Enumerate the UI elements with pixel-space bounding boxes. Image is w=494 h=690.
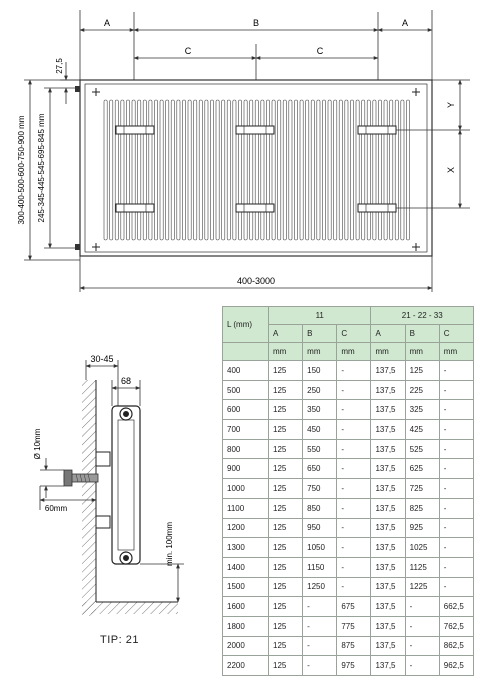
col-header: B: [303, 325, 337, 343]
length-cell: 900: [223, 459, 269, 479]
table-row: [223, 498, 474, 518]
dim-b-label: B: [252, 18, 260, 28]
dimension-table: [222, 306, 474, 676]
table-cell: 125: [269, 400, 303, 420]
table-cell: -: [337, 518, 371, 538]
table-cell: -: [303, 616, 337, 636]
table-cell: 125: [405, 361, 439, 381]
table-cell: 962,5: [439, 656, 473, 676]
length-cell: 600: [223, 400, 269, 420]
table-cell: 125: [269, 380, 303, 400]
table-cell: 125: [269, 577, 303, 597]
unit-cell: mm: [439, 343, 473, 361]
table-cell: 450: [303, 420, 337, 440]
table-cell: -: [337, 380, 371, 400]
dim-30-45-label: 30-45: [90, 354, 114, 364]
table-row: [223, 577, 474, 597]
length-cell: 1600: [223, 597, 269, 617]
table-cell: 125: [269, 361, 303, 381]
table-cell: -: [337, 479, 371, 499]
length-cell: 1800: [223, 616, 269, 636]
table-row: [223, 380, 474, 400]
table-cell: -: [439, 459, 473, 479]
tip-label: TIP: 21: [100, 634, 139, 646]
table-cell: 137,5: [371, 656, 405, 676]
table-cell: -: [337, 459, 371, 479]
table-cell: 137,5: [371, 538, 405, 558]
table-cell: -: [405, 636, 439, 656]
table-cell: 125: [269, 656, 303, 676]
dim-27-5-label: 27,5: [55, 58, 64, 74]
table-cell: -: [303, 597, 337, 617]
table-cell: 137,5: [371, 420, 405, 440]
table-cell: 125: [269, 420, 303, 440]
unit-cell-blank: [223, 343, 269, 361]
table-cell: 950: [303, 518, 337, 538]
table-cell: -: [337, 400, 371, 420]
table-cell: 125: [269, 597, 303, 617]
table-cell: 125: [269, 439, 303, 459]
dim-68-label: 68: [120, 376, 132, 386]
table-row: [223, 361, 474, 381]
table-cell: 625: [405, 459, 439, 479]
table-body: [223, 361, 474, 676]
table-cell: -: [439, 577, 473, 597]
table-row: [223, 518, 474, 538]
table-cell: 875: [337, 636, 371, 656]
table-cell: 1025: [405, 538, 439, 558]
table-cell: 825: [405, 498, 439, 518]
length-cell: 2000: [223, 636, 269, 656]
table-cell: 125: [269, 479, 303, 499]
dim-a-left-label: A: [103, 18, 111, 28]
table-cell: 1225: [405, 577, 439, 597]
table-cell: -: [439, 557, 473, 577]
table-cell: 137,5: [371, 479, 405, 499]
group-21-22-33-header: 21 - 22 - 33: [371, 307, 474, 325]
table-cell: -: [337, 498, 371, 518]
length-cell: 800: [223, 439, 269, 459]
unit-cell: mm: [303, 343, 337, 361]
table-cell: 125: [269, 636, 303, 656]
length-cell: 1400: [223, 557, 269, 577]
length-cell: 700: [223, 420, 269, 440]
table-cell: -: [439, 479, 473, 499]
table-cell: 425: [405, 420, 439, 440]
table-cell: 925: [405, 518, 439, 538]
table-cell: -: [439, 361, 473, 381]
table-row: [223, 439, 474, 459]
table-cell: 125: [269, 498, 303, 518]
table-cell: 137,5: [371, 577, 405, 597]
table-row: [223, 597, 474, 617]
table-cell: 1250: [303, 577, 337, 597]
table-cell: 137,5: [371, 498, 405, 518]
length-cell: 400: [223, 361, 269, 381]
length-cell: 1200: [223, 518, 269, 538]
table-cell: 125: [269, 557, 303, 577]
table-cell: 525: [405, 439, 439, 459]
col-header: A: [371, 325, 405, 343]
table-cell: 137,5: [371, 400, 405, 420]
table-cell: -: [337, 538, 371, 558]
table-cell: -: [337, 439, 371, 459]
table-cell: -: [439, 420, 473, 440]
table-cell: -: [303, 636, 337, 656]
table-cell: 662,5: [439, 597, 473, 617]
dim-min-100mm-label: min. 100mm: [165, 521, 174, 567]
table-cell: -: [405, 616, 439, 636]
table-cell: -: [303, 656, 337, 676]
table-cell: 137,5: [371, 439, 405, 459]
table-cell: 150: [303, 361, 337, 381]
table-cell: -: [405, 656, 439, 676]
radiator-front-view: [0, 0, 494, 300]
dimension-table-wrapper: [222, 306, 474, 676]
col-header: C: [439, 325, 473, 343]
col-header: A: [269, 325, 303, 343]
table-cell: 862,5: [439, 636, 473, 656]
table-cell: 750: [303, 479, 337, 499]
radiator-side-view: [0, 340, 220, 640]
table-row: [223, 656, 474, 676]
table-cell: 137,5: [371, 380, 405, 400]
table-cell: -: [439, 518, 473, 538]
table-cell: 850: [303, 498, 337, 518]
table-cell: -: [439, 439, 473, 459]
group-11-header: 11: [269, 307, 371, 325]
table-row: [223, 636, 474, 656]
length-cell: 500: [223, 380, 269, 400]
table-cell: 125: [269, 518, 303, 538]
unit-cell: mm: [371, 343, 405, 361]
dim-c-left-label: C: [184, 46, 192, 56]
table-cell: 125: [269, 616, 303, 636]
table-cell: 675: [337, 597, 371, 617]
table-row: [223, 616, 474, 636]
table-cell: 650: [303, 459, 337, 479]
length-cell: 1300: [223, 538, 269, 558]
table-row: [223, 459, 474, 479]
height-inner-label: 245-345-445-545-695-845 mm: [37, 113, 46, 223]
table-cell: -: [337, 361, 371, 381]
table-cell: 325: [405, 400, 439, 420]
col-header: B: [405, 325, 439, 343]
length-cell: 2200: [223, 656, 269, 676]
table-cell: 1150: [303, 557, 337, 577]
table-cell: 550: [303, 439, 337, 459]
dim-c-right-label: C: [316, 46, 324, 56]
dim-y-label: Y: [446, 101, 456, 109]
table-cell: 137,5: [371, 361, 405, 381]
unit-row: [223, 343, 474, 361]
table-cell: 225: [405, 380, 439, 400]
table-cell: -: [405, 597, 439, 617]
table-cell: -: [439, 400, 473, 420]
table-cell: 137,5: [371, 616, 405, 636]
table-cell: 762,5: [439, 616, 473, 636]
length-cell: 1100: [223, 498, 269, 518]
table-cell: 725: [405, 479, 439, 499]
table-cell: -: [439, 380, 473, 400]
length-cell: 1000: [223, 479, 269, 499]
unit-cell: mm: [405, 343, 439, 361]
length-cell: 1500: [223, 577, 269, 597]
table-cell: 125: [269, 538, 303, 558]
table-cell: 137,5: [371, 597, 405, 617]
table-cell: 1125: [405, 557, 439, 577]
col-header: C: [337, 325, 371, 343]
table-cell: 350: [303, 400, 337, 420]
table-cell: -: [337, 420, 371, 440]
table-cell: 137,5: [371, 557, 405, 577]
table-cell: 137,5: [371, 636, 405, 656]
table-cell: -: [337, 557, 371, 577]
dim-10mm-label: Ø 10mm: [33, 428, 42, 460]
unit-cell: mm: [269, 343, 303, 361]
table-cell: -: [439, 498, 473, 518]
table-cell: 137,5: [371, 518, 405, 538]
height-outer-label: 300-400-500-600-750-900 mm: [17, 115, 26, 225]
table-cell: 975: [337, 656, 371, 676]
table-cell: 250: [303, 380, 337, 400]
dim-60mm-label: 60mm: [44, 504, 68, 513]
l-header: L (mm): [223, 307, 269, 343]
table-cell: 775: [337, 616, 371, 636]
table-row: [223, 538, 474, 558]
table-row: [223, 557, 474, 577]
dim-a-right-label: A: [401, 18, 409, 28]
unit-cell: mm: [337, 343, 371, 361]
table-row: [223, 479, 474, 499]
dim-x-label: X: [446, 166, 456, 174]
table-cell: 1050: [303, 538, 337, 558]
table-cell: 125: [269, 459, 303, 479]
table-cell: -: [439, 538, 473, 558]
length-label: 400-3000: [236, 276, 276, 286]
table-cell: 137,5: [371, 459, 405, 479]
table-cell: -: [337, 577, 371, 597]
table-row: [223, 420, 474, 440]
table-row: [223, 400, 474, 420]
